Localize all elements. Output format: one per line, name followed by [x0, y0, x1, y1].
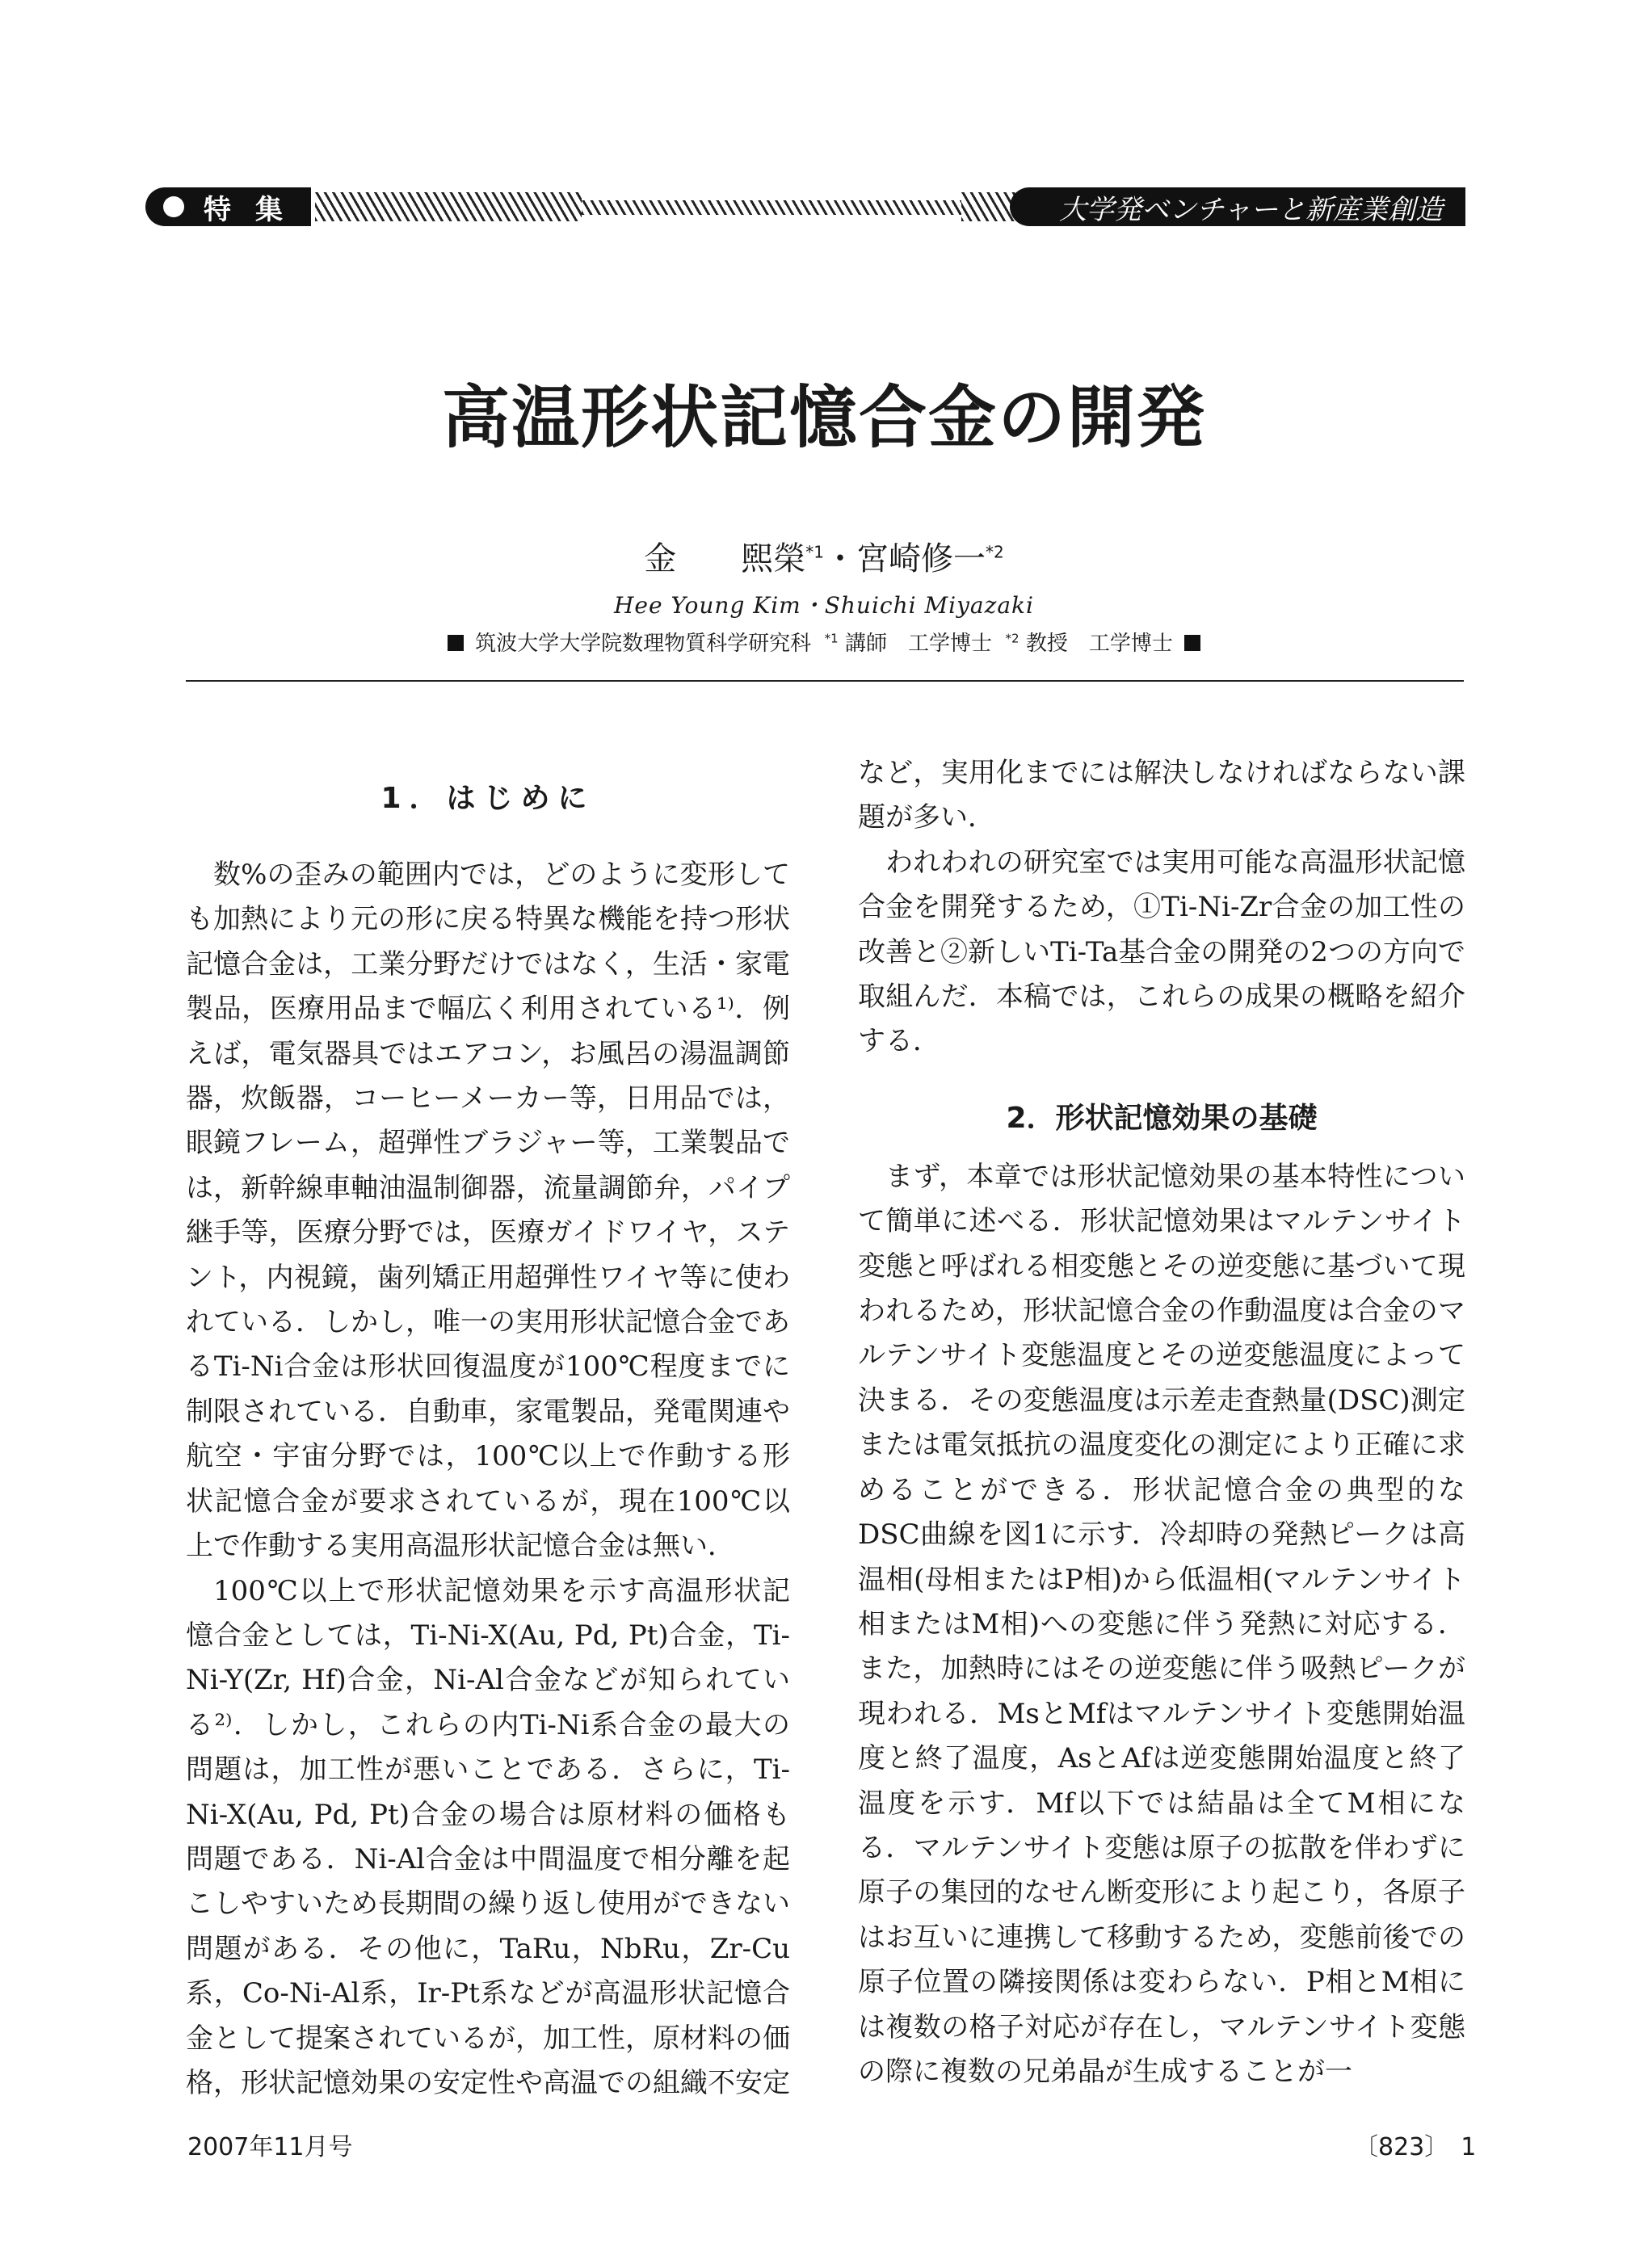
paragraph-continued: など，実用化までには解決しなければならない課題が多い． — [858, 757, 1465, 834]
series-title: 大学発ベンチャーと新産業創造 — [1010, 187, 1465, 226]
hatch-decoration — [315, 192, 582, 221]
footnote-mark: *1 — [824, 631, 839, 646]
footnote-mark: *2 — [1005, 631, 1019, 646]
author-2: 宮崎修一 — [856, 540, 986, 578]
affiliation-line — [0, 627, 1648, 657]
paragraph: まず，本章では形状記憶効果の基本特性について簡単に述べる．形状記憶効果はマルテンサイト変態と呼ばれる相変態とその逆変態に基づいて現われるため，形状記憶合金の作動温度は合金のマルテンサイト変態温度とその逆変態温度によって決まる．その変態温度は示差走査熱量(DSC)測定または電気抵抗の温度変化の測定により正確に求めることができる．形状記憶合金の典型的なDSC曲線を図1に示す．冷却時の発熱ピークは高温相(母相またはP相)から低温相(マルテンサイト相またはM相)への変態に伴う発熱に対応する．また，加熱時にはその逆変態に伴う吸熱ピークが現われる．MsとMfはマルテンサイト変態開始温度と終了温度，AsとAfは逆変態開始温度と終了温度を示す．Mf以下では結晶は全てM相になる．マルテンサイト変態は原子の拡散を伴わずに原子の集団的なせん断変形により起こり，各原子はお互いに連携して移動するため，変態前後での原子位置の隣接関係は変わらない．P相とM相には複数の格子対応が存在し，マルテンサイト変態の際に複数の兄弟晶が生成することが一 — [858, 1160, 1465, 2088]
section-heading: 2．形状記憶効果の基礎 — [1006, 1101, 1318, 1135]
author-separator: ・ — [824, 540, 856, 578]
right-column — [858, 751, 1465, 2094]
authors-ja — [0, 533, 1648, 579]
section-heading: 1．はじめに — [380, 782, 595, 815]
feature-banner — [145, 187, 1465, 226]
bullet-dot-icon — [163, 196, 184, 217]
page-number: 〔823〕 1 — [1354, 2133, 1477, 2161]
hatch-decoration — [582, 200, 961, 215]
paragraph: 数%の歪みの範囲内では，どのように変形しても加熱により元の形に戻る特異な機能を持つ形状記憶合金は，工業分野だけではなく，生活・家電製品，医療用品まで幅広く利用されている¹⁾．例えば，電気器具ではエアコン，お風呂の湯温調節器，炊飯器，コーヒーメーカー等，日用品では，眼鏡フレーム，超弾性ブラジャー等，工業製品では，新幹線車軸油温制御器，流量調節弁，パイプ継手等，医療分野では，医療ガイドワイヤ，ステント，内視鏡，歯列矯正用超弾性ワイヤ等に使われている．しかし，唯一の実用形状記憶合金であるTi-Ni合金は形状回復温度が100℃程度までに制限されている．自動車，家電製品，発電関連や航空・宇宙分野では，100℃以上で作動する形状記憶合金が要求されているが，現在100℃以上で作動する実用高温形状記憶合金は無い． — [186, 859, 790, 1563]
square-bullet-icon — [1184, 635, 1200, 651]
author-1: 金 煕榮 — [644, 540, 806, 578]
square-bullet-icon — [448, 635, 464, 651]
footnote-mark: *1 — [805, 542, 824, 562]
paragraph: 100℃以上で形状記憶効果を示す高温形状記憶合金としては，Ti-Ni-X(Au, Pd, Pt)合金，Ti-Ni-Y(Zr, Hf)合金，Ni-Al合金などが知られている²⁾．しかし，これらの内Ti-Ni系合金の最大の問題は，加工性が悪いことである．さらに，Ti-Ni-X(Au, Pd, Pt)合金の場合は原材料の価格も問題である．Ni-Al合金は中間温度で相分離を起こしやすいため長期間の繰り返し使用ができない問題がある．その他に，TaRu，NbRu，Zr-Cu系，Co-Ni-Al系，Ir-Pt系などが高温形状記憶合金として提案されているが，加工性，原材料の価格，形状記憶効果の安定性や高温での組織不安定 — [186, 1574, 790, 2099]
paragraph: われわれの研究室では実用可能な高温形状記憶合金を開発するため，①Ti-Ni-Zr合金の加工性の改善と②新しいTi-Ta基合金の開発の2つの方向で取組んだ．本稿では，これらの成果の概略を紹介する． — [858, 846, 1465, 1058]
author-1-role: 講師 工学博士 — [844, 632, 992, 656]
issue-date: 2007年11月号 — [187, 2133, 353, 2161]
feature-label-box — [145, 187, 311, 226]
left-column — [186, 764, 790, 2106]
article-title: 高温形状記憶合金の開発 — [441, 377, 1206, 457]
feature-label: 特集 — [204, 193, 307, 226]
authors-en: Hee Young Kim・Shuichi Miyazaki — [614, 592, 1034, 619]
affiliation: 筑波大学大学院数理物質科学研究科 — [475, 632, 812, 656]
footnote-mark: *2 — [986, 542, 1004, 562]
header-rule — [186, 680, 1464, 682]
author-2-role: 教授 工学博士 — [1025, 632, 1173, 656]
